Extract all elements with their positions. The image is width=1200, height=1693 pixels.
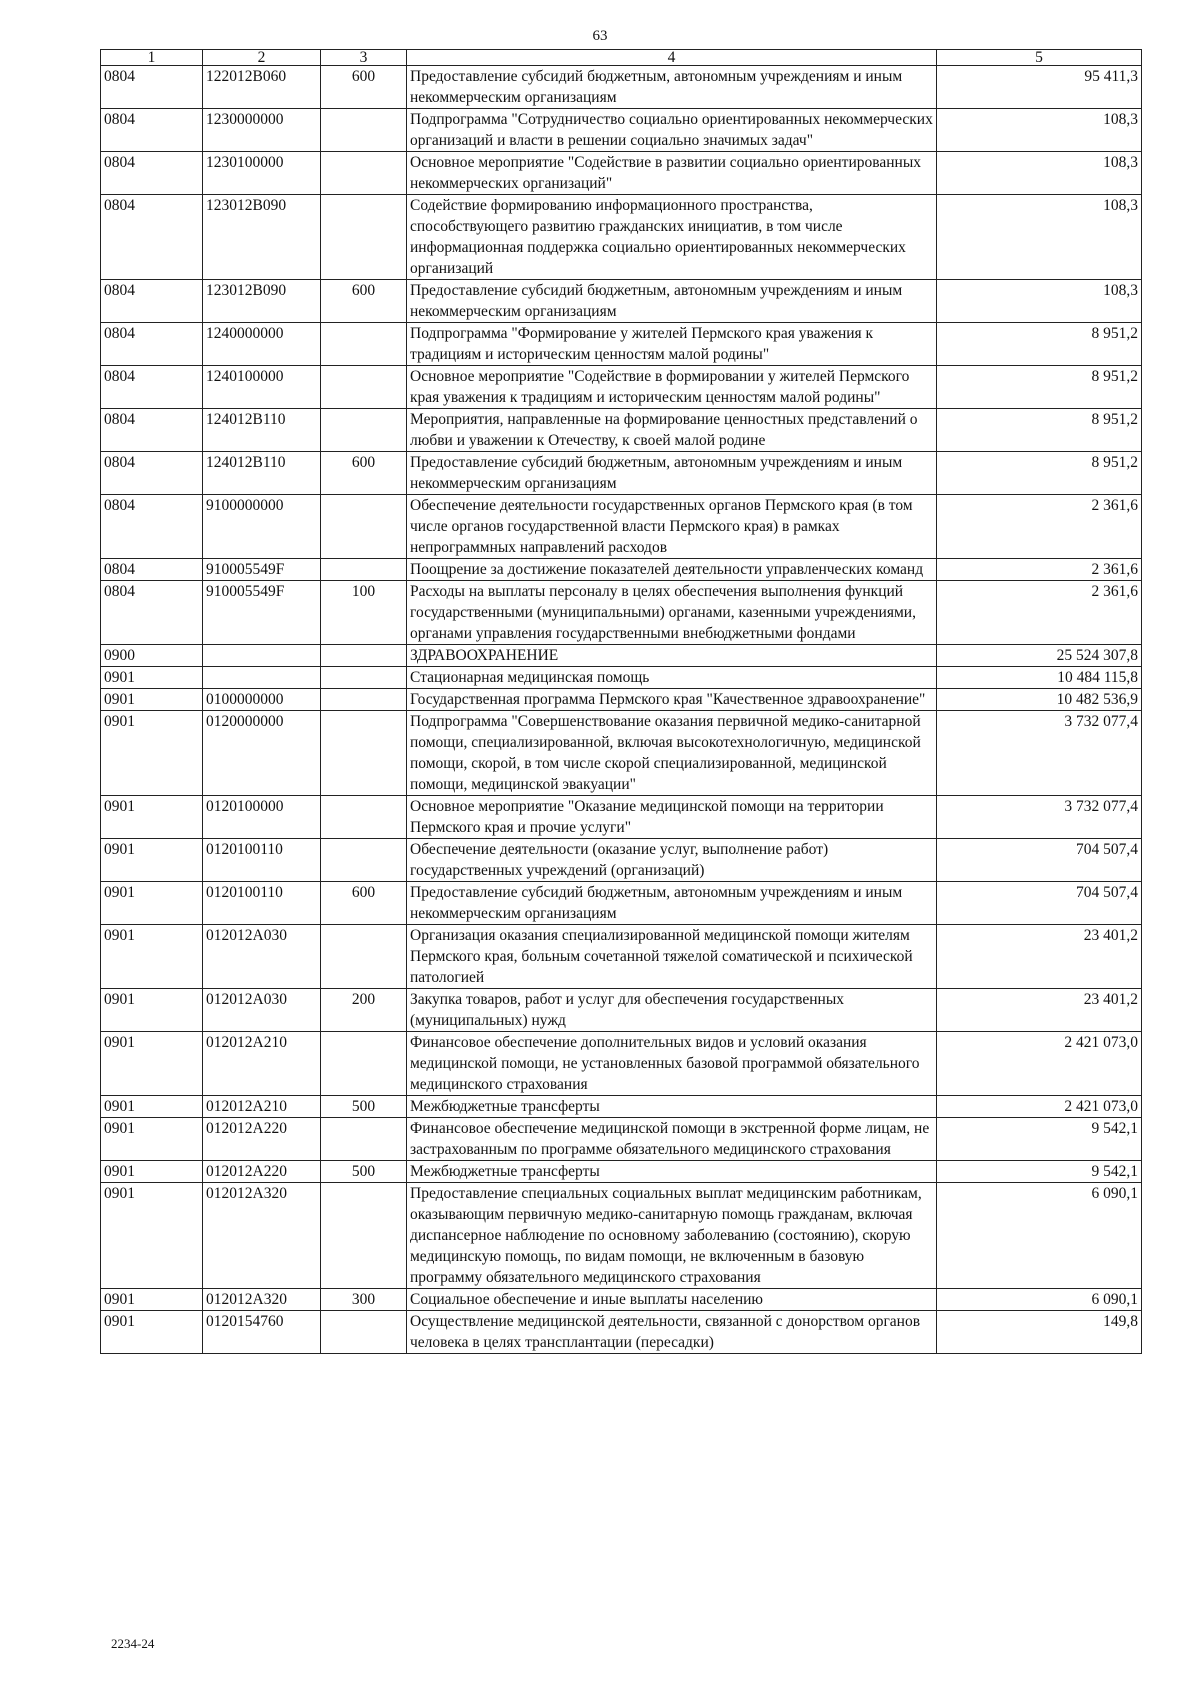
item-name-cell: Финансовое обеспечение дополнительных видов и условий оказания медицинской помощи, не установленных базовой программой обязательного медицинского страхования xyxy=(407,1032,937,1096)
item-name-cell: Содействие формированию информационного пространства, способствующего развитию гражданских инициатив, в том числе информационная поддержка социально ориентированных некоммерческих организаций xyxy=(407,195,937,280)
section-code-cell: 0804 xyxy=(101,366,203,409)
item-name-cell: Основное мероприятие "Оказание медицинской помощи на территории Пермского края и прочие услуги" xyxy=(407,796,937,839)
amount-cell: 8 951,2 xyxy=(937,452,1142,495)
column-header: 2 xyxy=(203,50,321,66)
target-article-cell: 0120000000 xyxy=(203,711,321,796)
target-article-cell xyxy=(203,645,321,667)
expense-type-cell xyxy=(321,925,407,989)
table-row xyxy=(101,366,1142,409)
amount-cell: 2 361,6 xyxy=(937,559,1142,581)
item-name-cell: Предоставление субсидий бюджетным, автономным учреждениям и иным некоммерческим организациям xyxy=(407,882,937,925)
section-code-cell: 0901 xyxy=(101,1096,203,1118)
table-row xyxy=(101,1161,1142,1183)
item-name-cell: Основное мероприятие "Содействие в формировании у жителей Пермского края уважения к традициям и историческим ценностям малой родины" xyxy=(407,366,937,409)
expense-type-cell xyxy=(321,689,407,711)
amount-cell: 25 524 307,8 xyxy=(937,645,1142,667)
page-number: 63 xyxy=(592,28,608,44)
target-article-cell: 012012А220 xyxy=(203,1161,321,1183)
amount-cell: 9 542,1 xyxy=(937,1118,1142,1161)
amount-cell: 8 951,2 xyxy=(937,323,1142,366)
table-row xyxy=(101,1289,1142,1311)
item-name-cell: Предоставление специальных социальных выплат медицинским работникам, оказывающим первичную медико-санитарную помощь гражданам, включая диспансерное наблюдение по основному заболеванию (состоянию), скорую медицинскую помощь, по видам помощи, не включенным в базовую программу обязательного медицинского страхования xyxy=(407,1183,937,1289)
item-name-cell: Обеспечение деятельности государственных органов Пермского края (в том числе органов государственной власти Пермского края) в рамках непрограммных направлений расходов xyxy=(407,495,937,559)
item-name-cell: Государственная программа Пермского края "Качественное здравоохранение" xyxy=(407,689,937,711)
target-article-cell: 012012А210 xyxy=(203,1032,321,1096)
column-header: 1 xyxy=(101,50,203,66)
table-row xyxy=(101,796,1142,839)
amount-cell: 2 361,6 xyxy=(937,495,1142,559)
section-code-cell: 0804 xyxy=(101,452,203,495)
item-name-cell: Предоставление субсидий бюджетным, автономным учреждениям и иным некоммерческим организациям xyxy=(407,280,937,323)
target-article-cell: 012012А030 xyxy=(203,989,321,1032)
table-row xyxy=(101,409,1142,452)
expense-type-cell xyxy=(321,645,407,667)
target-article-cell: 0100000000 xyxy=(203,689,321,711)
amount-cell: 108,3 xyxy=(937,152,1142,195)
section-code-cell: 0901 xyxy=(101,839,203,882)
section-code-cell: 0804 xyxy=(101,409,203,452)
table-row xyxy=(101,152,1142,195)
item-name-cell: Подпрограмма "Совершенствование оказания первичной медико-санитарной помощи, специализированной, включая высокотехнологичную, медицинской помощи, скорой, в том числе скорой специализированной, медицинской помощи, медицинской эвакуации" xyxy=(407,711,937,796)
table-row xyxy=(101,323,1142,366)
section-code-cell: 0901 xyxy=(101,1118,203,1161)
item-name-cell: Подпрограмма "Формирование у жителей Пермского края уважения к традициям и историческим ценностям малой родины" xyxy=(407,323,937,366)
amount-cell: 10 484 115,8 xyxy=(937,667,1142,689)
section-code-cell: 0901 xyxy=(101,1289,203,1311)
column-header: 4 xyxy=(407,50,937,66)
target-article-cell: 012012А030 xyxy=(203,925,321,989)
section-code-cell: 0901 xyxy=(101,925,203,989)
item-name-cell: Предоставление субсидий бюджетным, автономным учреждениям и иным некоммерческим организациям xyxy=(407,66,937,109)
item-name-cell: Межбюджетные трансферты xyxy=(407,1096,937,1118)
amount-cell: 2 421 073,0 xyxy=(937,1032,1142,1096)
item-name-cell: Социальное обеспечение и иные выплаты населению xyxy=(407,1289,937,1311)
section-code-cell: 0804 xyxy=(101,323,203,366)
amount-cell: 149,8 xyxy=(937,1311,1142,1354)
amount-cell: 108,3 xyxy=(937,195,1142,280)
amount-cell: 108,3 xyxy=(937,280,1142,323)
table-row xyxy=(101,280,1142,323)
target-article-cell: 1240000000 xyxy=(203,323,321,366)
header-row xyxy=(101,50,1142,66)
table-row xyxy=(101,989,1142,1032)
target-article-cell: 012012А320 xyxy=(203,1183,321,1289)
section-code-cell: 0901 xyxy=(101,1161,203,1183)
section-code-cell: 0804 xyxy=(101,495,203,559)
expense-type-cell xyxy=(321,667,407,689)
item-name-cell: Предоставление субсидий бюджетным, автономным учреждениям и иным некоммерческим организациям xyxy=(407,452,937,495)
item-name-cell: Расходы на выплаты персоналу в целях обеспечения выполнения функций государственными (муниципальными) органами, казенными учреждениями, органами управления государственными внебюджетными фондами xyxy=(407,581,937,645)
amount-cell: 23 401,2 xyxy=(937,989,1142,1032)
expense-type-cell: 500 xyxy=(321,1161,407,1183)
item-name-cell: Поощрение за достижение показателей деятельности управленческих команд xyxy=(407,559,937,581)
table-row xyxy=(101,689,1142,711)
table-row xyxy=(101,1311,1142,1354)
item-name-cell: Стационарная медицинская помощь xyxy=(407,667,937,689)
expense-type-cell xyxy=(321,796,407,839)
section-code-cell: 0804 xyxy=(101,195,203,280)
section-code-cell: 0901 xyxy=(101,1311,203,1354)
expense-type-cell: 600 xyxy=(321,452,407,495)
expense-type-cell xyxy=(321,1032,407,1096)
item-name-cell: Основное мероприятие "Содействие в развитии социально ориентированных некоммерческих организаций" xyxy=(407,152,937,195)
section-code-cell: 0901 xyxy=(101,1183,203,1289)
item-name-cell: Межбюджетные трансферты xyxy=(407,1161,937,1183)
target-article-cell: 0120100110 xyxy=(203,839,321,882)
section-code-cell: 0901 xyxy=(101,882,203,925)
amount-cell: 3 732 077,4 xyxy=(937,711,1142,796)
target-article-cell: 1230100000 xyxy=(203,152,321,195)
target-article-cell: 124012В110 xyxy=(203,452,321,495)
amount-cell: 2 421 073,0 xyxy=(937,1096,1142,1118)
table-row xyxy=(101,452,1142,495)
table-row xyxy=(101,109,1142,152)
target-article-cell: 124012В110 xyxy=(203,409,321,452)
item-name-cell: Обеспечение деятельности (оказание услуг, выполнение работ) государственных учреждений (организаций) xyxy=(407,839,937,882)
target-article-cell: 1230000000 xyxy=(203,109,321,152)
item-name-cell: Финансовое обеспечение медицинской помощи в экстренной форме лицам, не застрахованным по программе обязательного медицинского страхования xyxy=(407,1118,937,1161)
column-header: 5 xyxy=(937,50,1142,66)
item-name-cell: Организация оказания специализированной медицинской помощи жителям Пермского края, больным сочетанной тяжелой соматической и психической патологией xyxy=(407,925,937,989)
target-article-cell: 012012А210 xyxy=(203,1096,321,1118)
amount-cell: 6 090,1 xyxy=(937,1183,1142,1289)
table-row xyxy=(101,645,1142,667)
document-code: 2234-24 xyxy=(111,1636,155,1651)
column-header: 3 xyxy=(321,50,407,66)
amount-cell: 108,3 xyxy=(937,109,1142,152)
target-article-cell: 123012В090 xyxy=(203,280,321,323)
expense-type-cell xyxy=(321,195,407,280)
section-code-cell: 0901 xyxy=(101,689,203,711)
table-row xyxy=(101,1096,1142,1118)
amount-cell: 6 090,1 xyxy=(937,1289,1142,1311)
target-article-cell: 910005549F xyxy=(203,559,321,581)
item-name-cell: ЗДРАВООХРАНЕНИЕ xyxy=(407,645,937,667)
amount-cell: 9 542,1 xyxy=(937,1161,1142,1183)
table-row xyxy=(101,839,1142,882)
section-code-cell: 0901 xyxy=(101,667,203,689)
expense-type-cell xyxy=(321,559,407,581)
target-article-cell: 0120100000 xyxy=(203,796,321,839)
expense-type-cell xyxy=(321,152,407,195)
target-article-cell: 123012В090 xyxy=(203,195,321,280)
section-code-cell: 0804 xyxy=(101,581,203,645)
amount-cell: 2 361,6 xyxy=(937,581,1142,645)
expense-type-cell: 100 xyxy=(321,581,407,645)
section-code-cell: 0901 xyxy=(101,711,203,796)
table-row xyxy=(101,882,1142,925)
expense-type-cell xyxy=(321,409,407,452)
item-name-cell: Закупка товаров, работ и услуг для обеспечения государственных (муниципальных) нужд xyxy=(407,989,937,1032)
amount-cell: 8 951,2 xyxy=(937,366,1142,409)
budget-table xyxy=(100,49,1142,1354)
target-article-cell: 9100000000 xyxy=(203,495,321,559)
target-article-cell: 0120154760 xyxy=(203,1311,321,1354)
expense-type-cell xyxy=(321,495,407,559)
table-row xyxy=(101,495,1142,559)
target-article-cell: 012012А320 xyxy=(203,1289,321,1311)
table-row xyxy=(101,195,1142,280)
section-code-cell: 0804 xyxy=(101,559,203,581)
section-code-cell: 0901 xyxy=(101,796,203,839)
target-article-cell: 122012В060 xyxy=(203,66,321,109)
table-row xyxy=(101,1032,1142,1096)
table-row xyxy=(101,1183,1142,1289)
expense-type-cell: 600 xyxy=(321,882,407,925)
expense-type-cell: 600 xyxy=(321,66,407,109)
section-code-cell: 0804 xyxy=(101,66,203,109)
amount-cell: 3 732 077,4 xyxy=(937,796,1142,839)
section-code-cell: 0901 xyxy=(101,989,203,1032)
table-row xyxy=(101,66,1142,109)
target-article-cell: 012012А220 xyxy=(203,1118,321,1161)
table-row xyxy=(101,711,1142,796)
target-article-cell xyxy=(203,667,321,689)
section-code-cell: 0804 xyxy=(101,152,203,195)
amount-cell: 23 401,2 xyxy=(937,925,1142,989)
expense-type-cell: 300 xyxy=(321,1289,407,1311)
item-name-cell: Подпрограмма "Сотрудничество социально ориентированных некоммерческих организаций и власти в решении социально значимых задач" xyxy=(407,109,937,152)
target-article-cell: 1240100000 xyxy=(203,366,321,409)
section-code-cell: 0804 xyxy=(101,109,203,152)
expense-type-cell: 600 xyxy=(321,280,407,323)
expense-type-cell xyxy=(321,1118,407,1161)
amount-cell: 8 951,2 xyxy=(937,409,1142,452)
expense-type-cell: 200 xyxy=(321,989,407,1032)
target-article-cell: 910005549F xyxy=(203,581,321,645)
table-row xyxy=(101,667,1142,689)
expense-type-cell xyxy=(321,711,407,796)
item-name-cell: Мероприятия, направленные на формирование ценностных представлений о любви и уважении к Отечеству, к своей малой родине xyxy=(407,409,937,452)
expense-type-cell xyxy=(321,109,407,152)
item-name-cell: Осуществление медицинской деятельности, связанной с донорством органов человека в целях трансплантации (пересадки) xyxy=(407,1311,937,1354)
amount-cell: 704 507,4 xyxy=(937,839,1142,882)
target-article-cell: 0120100110 xyxy=(203,882,321,925)
table-row xyxy=(101,559,1142,581)
expense-type-cell xyxy=(321,366,407,409)
expense-type-cell xyxy=(321,839,407,882)
amount-cell: 704 507,4 xyxy=(937,882,1142,925)
section-code-cell: 0900 xyxy=(101,645,203,667)
table-row xyxy=(101,1118,1142,1161)
expense-type-cell: 500 xyxy=(321,1096,407,1118)
expense-type-cell xyxy=(321,1183,407,1289)
expense-type-cell xyxy=(321,323,407,366)
expense-type-cell xyxy=(321,1311,407,1354)
section-code-cell: 0804 xyxy=(101,280,203,323)
amount-cell: 10 482 536,9 xyxy=(937,689,1142,711)
section-code-cell: 0901 xyxy=(101,1032,203,1096)
amount-cell: 95 411,3 xyxy=(937,66,1142,109)
table-row xyxy=(101,581,1142,645)
table-row xyxy=(101,925,1142,989)
